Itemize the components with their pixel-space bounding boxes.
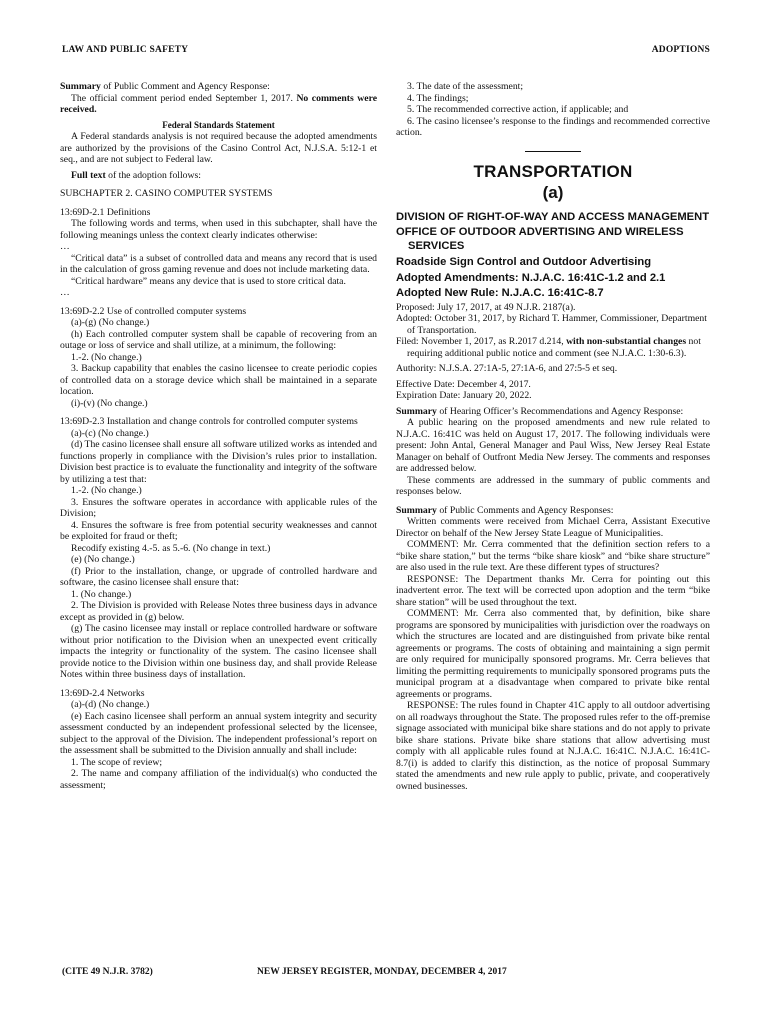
running-footer [62,967,710,977]
r-item-3: 3. The date of the assessment; [407,81,524,92]
s1-p3: “Critical hardware” means any device that is used to store critical data. [71,275,346,287]
expiration-date: Expiration Date: January 20, 2022. [396,390,532,401]
hearing-p2: These comments are addressed in the summary of public comments and responses below. [396,474,710,497]
comment-2: COMMENT: Mr. Cerra also commented that, by definition, bike share programs are sponsored by municipalities with jurisdiction over the roadways on which the structures are located and are distinguished from private bike rental agreements or programs. The costs of obtaining and maintaining a sign permit are only required for municipally sponsored programs. Mr. Cerra believes that limiting the permitting requirements to municipally sponsored programs puts the municipal program at a disadvantage when compared to private bike rental agreements or programs. [396,608,710,700]
public-comments-heading [396,505,710,517]
office-heading: OFFICE OF OUTDOOR ADVERTISING AND WIRELESS SERVICES [396,226,684,252]
section-divider [525,151,581,152]
filed-line [396,336,710,359]
comment-period [60,93,377,116]
pc-tail: of Public Comments and Agency Responses: [436,504,614,516]
federal-standards-heading: Federal Standards Statement [162,119,275,130]
s2-h: (h) Each controlled computer system shall be capable of recovering from an outage or loss of service and shall utilize, at a minimum, the following: [60,328,377,351]
adopted-new-rule: Adopted New Rule: N.J.A.C. 16:41C-8.7 [396,287,604,299]
left-column [60,81,377,791]
s3-ac: (a)-(c) (No change.) [71,427,149,439]
section-2-3-heading: 13:69D-2.3 Installation and change controls for controlled computer systems [60,416,358,427]
authority-line: Authority: N.J.S.A. 27:1A-5, 27:1A-6, and 27:5-5 et seq. [396,363,618,374]
running-header [62,45,710,55]
response-1: RESPONSE: The Department thanks Mr. Cerra for pointing out this inadvertent error. The text will be corrected upon adoption and the term “bike share station” will be used throughout the text. [396,573,710,608]
s3-d: (d) The casino licensee shall ensure all software utilized works as intended and functions properly in compliance with the Division’s rules prior to installation. Division best practice is to evaluate the functionality and integrity of the software by utilizing a test that: [60,439,377,485]
division-heading: DIVISION OF RIGHT-OF-WAY AND ACCESS MANAGEMENT [396,210,710,223]
s3-f: (f) Prior to the installation, change, or upgrade of controlled hardware and software, the casino licensee shall ensure that: [60,565,377,588]
filed-bold: with non-substantial changes [566,336,687,347]
s3-g: (g) The casino licensee may install or replace controlled hardware or software without prior notification to the Division when an unexpected event critically impacts the integrity or functionality of the system. The casino licensee shall provide notice to the Division within one business day, and shall provide Release Notes within three business days of installation. [60,623,377,680]
adopted-line: Adopted: October 31, 2017, by Richard T. Hammer, Commissioner, Department of Transportation. [396,313,707,336]
footer-cite: (CITE 49 N.J.R. 3782) [62,967,153,977]
response-2: RESPONSE: The rules found in Chapter 41C apply to all outdoor advertising on all roadways throughout the State. The proposed rules refer to the off-premise signage associated with municipal bike share stations and do not apply to private bike share stations. Private bike share stations that allow advertising must comply with all applicable rules found at N.J.A.C. 16:41C. N.J.A.C. 16:41C-8.7(i) is added to clarify this distinction, as the notice of proposal Summary stated the amendments and new rule apply to public, private, and cooperatively owned businesses. [396,700,710,792]
s4-ad: (a)-(d) (No change.) [71,699,150,710]
r-item-6: 6. The casino licensee’s response to the findings and recommended corrective action. [396,115,710,138]
effective-date: Effective Date: December 4, 2017. [396,378,531,390]
r-item-4: 4. The findings; [407,92,469,104]
subchapter-heading: SUBCHAPTER 2. CASINO COMPUTER SYSTEMS [60,188,273,199]
comment-1: COMMENT: Mr. Cerra commented that the definition section refers to a “bike share station,” but the terms “bike share kiosk” and “bike share structure” are also used in the rule text. Are these different types of structures? [396,539,710,573]
r-item-5: 5. The recommended corrective action, if applicable; and [407,104,629,115]
footer-title: NEW JERSEY REGISTER, MONDAY, DECEMBER 4, 2017 [257,967,507,977]
summary-line [60,81,377,93]
no-comments: No comments were received. [60,92,378,115]
section-2-4-heading: 13:69D-2.4 Networks [60,687,145,699]
s2-iv: (i)-(v) (No change.) [71,397,148,409]
filed-text: Filed: November 1, 2017, as R.2017 d.214, [396,336,567,347]
rule-title: Roadside Sign Control and Outdoor Advertising [396,256,652,268]
hearing-summary-heading [396,406,710,418]
pc-p1: Written comments were received from Michael Cerra, Assistant Executive Director on behalf of the New Jersey State League of Municipalities. [396,516,710,539]
s3-12: 1.-2. (No change.) [71,485,142,496]
s1-p1: The following words and terms, when used in this subchapter, shall have the following meanings unless the context clearly indicates otherwise: [60,218,377,241]
s4-1: 1. The scope of review; [71,756,163,768]
right-column [396,81,710,792]
federal-standards-text: A Federal standards analysis is not required because the adopted amendments are authorized by the provisions of the Casino Control Act, N.J.S.A. 5:12-1 et seq., and are not subject to Federal law. [60,131,377,165]
hearing-p1: A public hearing on the proposed amendments and new rule related to N.J.A.C. 16:41C was held on August 17, 2017. The following individuals were present: John Antal, General Manager and Paul Wiss, New Jersey Real Estate Manager on behalf of Outfront Media New Jersey. The comments and responses are addressed below. [396,417,710,474]
ellipsis: … [60,241,70,252]
summary-tail: of Public Comment and Agency Response: [100,81,270,92]
s3-e: (e) (No change.) [71,554,135,565]
s3-recodify: Recodify existing 4.-5. as 5.-6. (No change in text.) [71,542,271,554]
section-2-1-heading: 13:69D-2.1 Definitions [60,206,151,218]
hearing-bold: Summary [396,405,437,417]
s3-4: 4. Ensures the software is free from potential security weaknesses and cannot be exploited for fraud or theft; [60,519,377,542]
s4-e: (e) Each casino licensee shall perform an annual system integrity and security assessment conducted by an independent professional selected by the licensee, subject to the approval of the Division. The independent professional’s report on the assessment shall be submitted to the Division annually and shall include: [60,710,377,756]
proposed-line: Proposed: July 17, 2017, at 49 N.J.R. 2187(a). [396,301,576,313]
notice-letter: (a) [542,182,564,202]
s3-3: 3. Ensures the software operates in accordance with applicable rules of the Division; [60,496,377,519]
s2-12: 1.-2. (No change.) [71,351,142,363]
header-category: ADOPTIONS [651,45,710,55]
hearing-tail: of Hearing Officer’s Recommendations and Agency Response: [436,405,684,417]
agency-title: TRANSPORTATION [473,161,633,181]
s3-f1: 1. (No change.) [71,588,132,600]
pc-bold: Summary [396,504,437,516]
s4-2: 2. The name and company affiliation of the individual(s) who conducted the assessment; [60,768,377,791]
adopted-amendments: Adopted Amendments: N.J.A.C. 16:41C-1.2 and 2.1 [396,271,666,284]
full-text-bold: Full text [71,169,106,181]
s3-f2: 2. The Division is provided with Release Notes three business days in advance except as provided in (g) below. [60,600,377,623]
filed-tail: not requiring additional public notice and comment (see N.J.A.C. 1:30-6.3). [407,336,701,359]
s2-3: 3. Backup capability that enables the casino licensee to create periodic copies of controlled data on a storage device which shall be maintained in a separate location. [60,363,377,397]
period-text: The official comment period ended September 1, 2017. [71,92,297,104]
ellipsis: … [60,287,70,298]
section-2-2-heading: 13:69D-2.2 Use of controlled computer systems [60,305,247,317]
full-text-line [60,170,377,182]
full-text-tail: of the adoption follows: [105,169,201,181]
header-section: LAW AND PUBLIC SAFETY [62,45,189,55]
s1-p2: “Critical data” is a subset of controlled data and means any record that is used in the calculation of gross gaming revenue and does not include marketing data. [60,252,377,275]
s2-a: (a)-(g) (No change.) [71,317,150,328]
summary-bold: Summary [60,81,101,92]
